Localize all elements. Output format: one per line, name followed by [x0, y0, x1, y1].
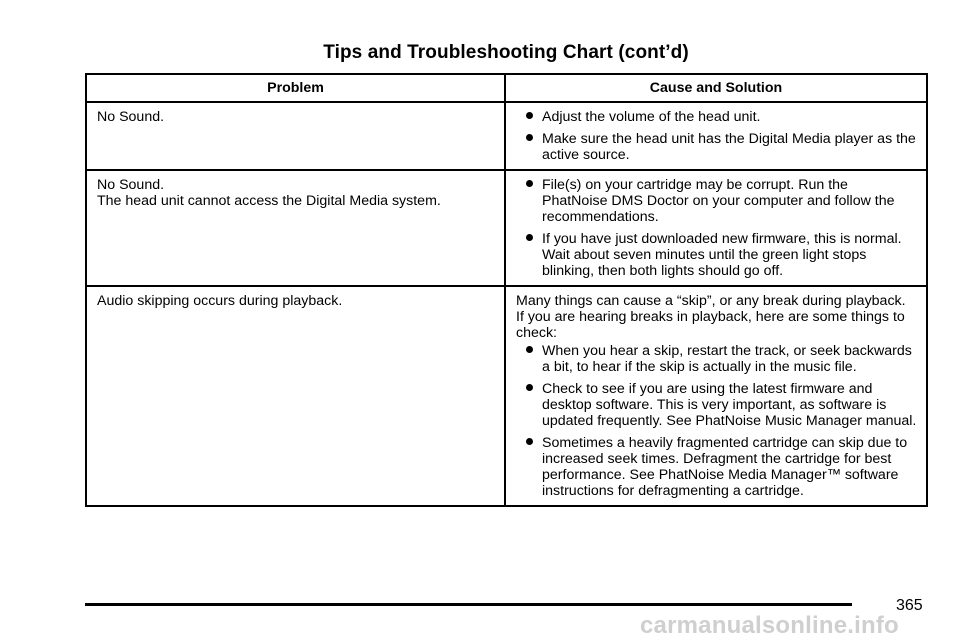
- list-item: [516, 131, 917, 163]
- list-item: [516, 177, 917, 225]
- problem-detail-text: The head unit cannot access the Digital Media system.: [97, 193, 441, 209]
- column-header-solution: Cause and Solution: [505, 74, 927, 102]
- footer-rule: [85, 603, 852, 606]
- bullet-icon: [526, 134, 533, 141]
- solution-text: File(s) on your cartridge may be corrupt. Run the PhatNoise DMS Doctor on your computer and follow the recommendations.: [542, 177, 895, 225]
- solution-text: If you have just downloaded new firmware, this is normal. Wait about seven minutes until the green light stops blinking, then both lights should go off.: [542, 231, 902, 279]
- table-header-row: [86, 74, 927, 102]
- solution-text: Make sure the head unit has the Digital Media player as the active source.: [542, 131, 916, 163]
- problem-cell: [86, 102, 505, 170]
- watermark: carmanualsonline.info: [640, 612, 899, 639]
- table-row: [86, 286, 927, 506]
- solution-text: Sometimes a heavily fragmented cartridge can skip due to increased seek times. Defragment the cartridge for best performance. See PhatNoise Media Manager™ software instructions for defragmenting a cartridge.: [542, 435, 908, 499]
- solution-cell: [505, 102, 927, 170]
- bullet-icon: [526, 438, 533, 445]
- bullet-icon: [526, 384, 533, 391]
- bullet-icon: [526, 346, 533, 353]
- problem-cell: [86, 170, 505, 286]
- list-item: [516, 109, 917, 125]
- list-item: [516, 231, 917, 279]
- column-header-problem: Problem: [86, 74, 505, 102]
- problem-cell: [86, 286, 505, 506]
- solution-list: [516, 177, 917, 279]
- list-item: [516, 381, 917, 429]
- bullet-icon: [526, 180, 533, 187]
- list-item: [516, 343, 917, 375]
- page-number: 365: [896, 597, 923, 614]
- problem-text: Audio skipping occurs during playback.: [97, 293, 343, 309]
- solution-list: [516, 109, 917, 163]
- solution-cell: [505, 286, 927, 506]
- solution-text: Adjust the volume of the head unit.: [542, 109, 761, 125]
- problem-text: No Sound.: [97, 109, 165, 125]
- solution-cell: [505, 170, 927, 286]
- table-row: [86, 170, 927, 286]
- bullet-icon: [526, 234, 533, 241]
- bullet-icon: [526, 112, 533, 119]
- solution-intro: Many things can cause a “skip”, or any break during playback. If you are hearing breaks in playback, here are some things to check:: [516, 293, 906, 341]
- solution-list: [516, 343, 917, 499]
- solution-text: When you hear a skip, restart the track, or seek backwards a bit, to hear if the skip is actually in the music file.: [542, 343, 912, 375]
- table-row: [86, 102, 927, 170]
- page-title: Tips and Troubleshooting Chart (cont’d): [323, 42, 689, 63]
- solution-text: Check to see if you are using the latest firmware and desktop software. This is very important, as software is updated frequently. See PhatNoise Music Manager manual.: [542, 381, 917, 429]
- problem-text: No Sound.: [97, 177, 165, 193]
- list-item: [516, 435, 917, 499]
- troubleshooting-table: [85, 73, 928, 507]
